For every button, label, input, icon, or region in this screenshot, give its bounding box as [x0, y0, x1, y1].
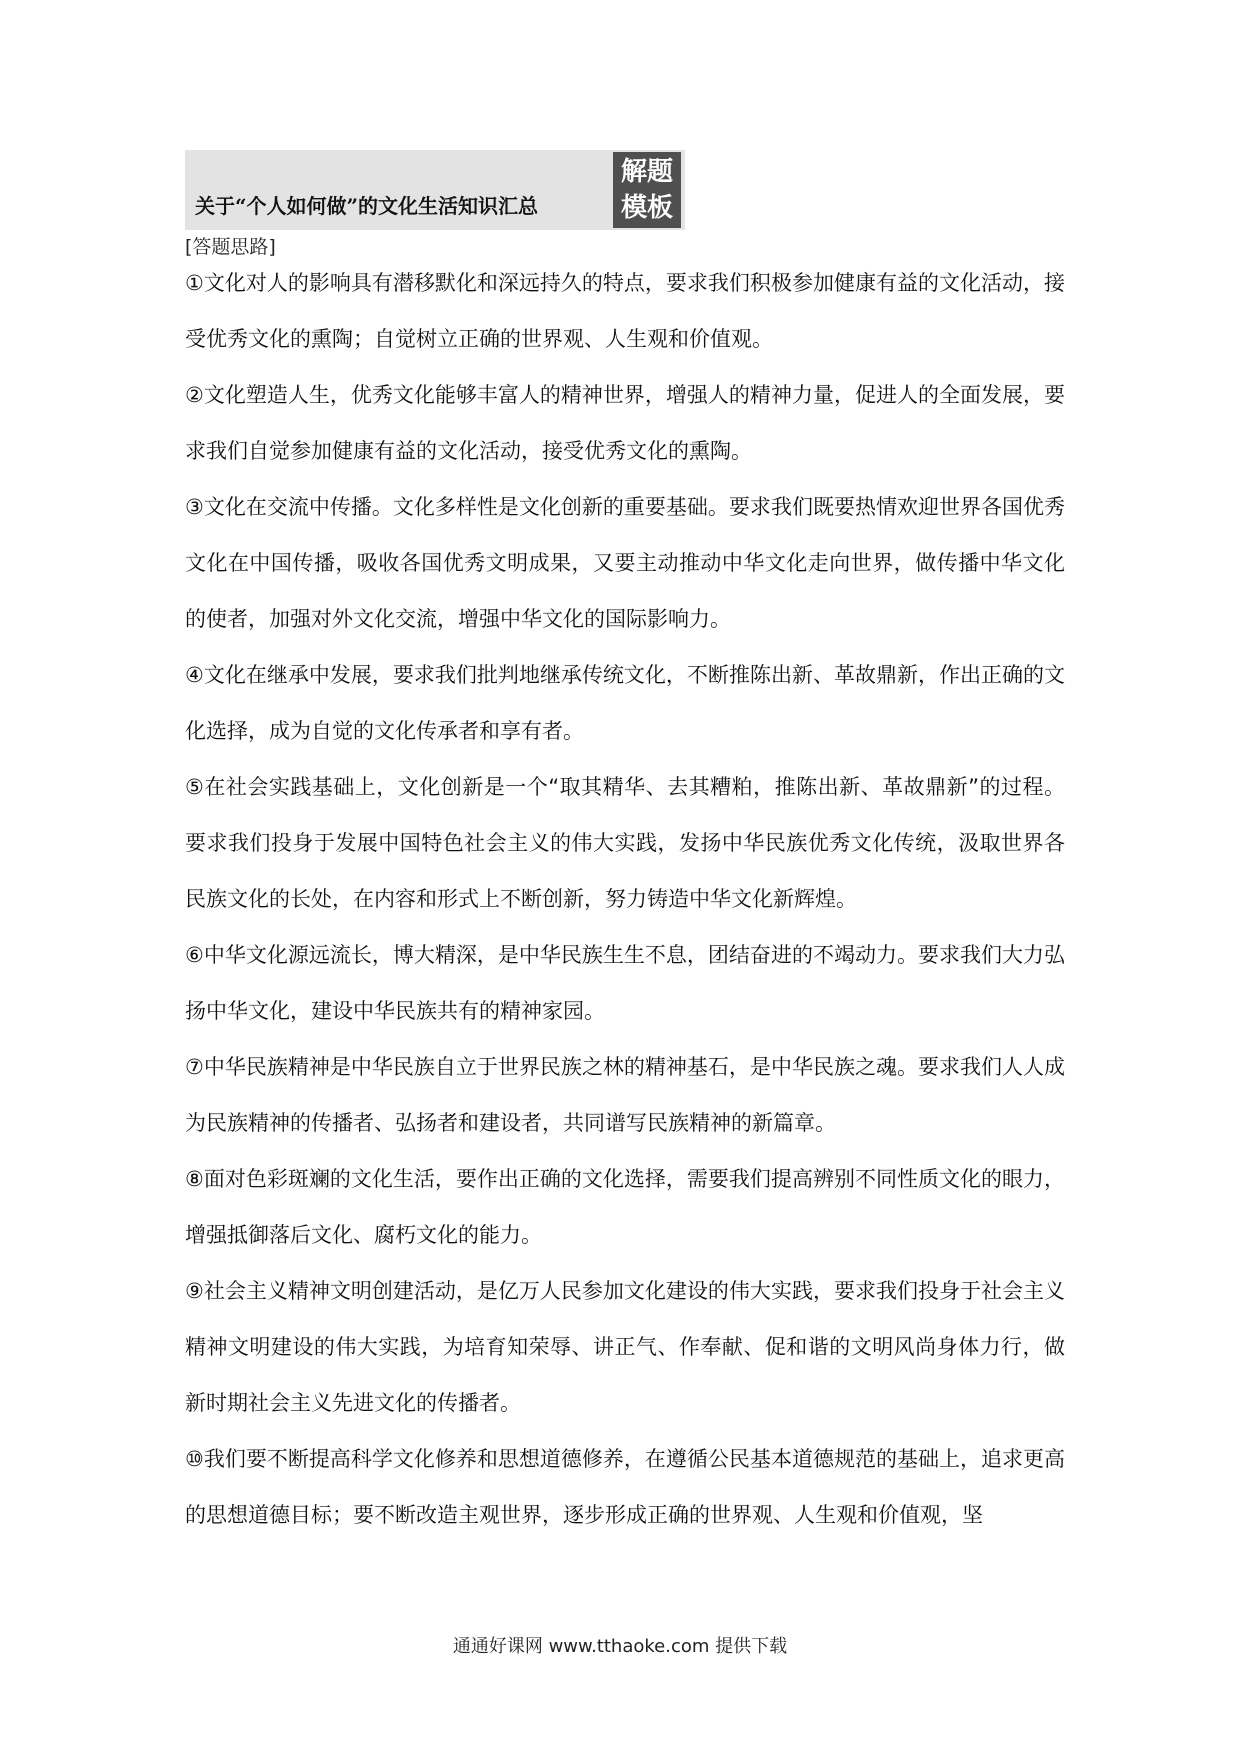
badge-line-1: 解题: [620, 157, 673, 187]
section-header: [185, 150, 685, 230]
content-body: [185, 255, 1065, 1543]
header-title: 关于“个人如何做”的文化生活知识汇总: [195, 194, 539, 218]
template-badge: [613, 152, 681, 228]
paragraph-5: ⑤在社会实践基础上，文化创新是一个“取其精华、去其糟粕，推陈出新、革故鼎新”的过程。要求我们投身于发展中国特色社会主义的伟大实践，发扬中华民族优秀文化传统，汲取世界各民族文化的长处，在内容和形式上不断创新，努力铸造中华文化新辉煌。: [185, 775, 1065, 911]
paragraph-1: ①文化对人的影响具有潜移默化和深远持久的特点，要求我们积极参加健康有益的文化活动，接受优秀文化的熏陶；自觉树立正确的世界观、人生观和价值观。: [185, 271, 1065, 351]
paragraph-3: ③文化在交流中传播。文化多样性是文化创新的重要基础。要求我们既要热情欢迎世界各国优秀文化在中国传播，吸收各国优秀文明成果，又要主动推动中华文化走向世界，做传播中华文化的使者，加强对外文化交流，增强中华文化的国际影响力。: [185, 495, 1065, 631]
paragraph-10: ⑩我们要不断提高科学文化修养和思想道德修养，在遵循公民基本道德规范的基础上，追求更高的思想道德目标；要不断改造主观世界，逐步形成正确的世界观、人生观和价值观，坚: [185, 1447, 1065, 1527]
paragraph-4: ④文化在继承中发展，要求我们批判地继承传统文化，不断推陈出新、革故鼎新，作出正确的文化选择，成为自觉的文化传承者和享有者。: [185, 663, 1065, 743]
paragraph-7: ⑦中华民族精神是中华民族自立于世界民族之林的精神基石，是中华民族之魂。要求我们人人成为民族精神的传播者、弘扬者和建设者，共同谱写民族精神的新篇章。: [185, 1055, 1065, 1135]
footer-credit: 通通好课网 www.tthaoke.com 提供下载: [452, 1636, 788, 1657]
paragraph-6: ⑥中华文化源远流长，博大精深，是中华民族生生不息，团结奋进的不竭动力。要求我们大力弘扬中华文化，建设中华民族共有的精神家园。: [185, 943, 1065, 1023]
section-label: [答题思路]: [185, 236, 276, 258]
paragraph-9: ⑨社会主义精神文明创建活动，是亿万人民参加文化建设的伟大实践，要求我们投身于社会主义精神文明建设的伟大实践，为培育知荣辱、讲正气、作奉献、促和谐的文明风尚身体力行，做新时期社会主义先进文化的传播者。: [185, 1279, 1065, 1415]
paragraph-2: ②文化塑造人生，优秀文化能够丰富人的精神世界，增强人的精神力量，促进人的全面发展，要求我们自觉参加健康有益的文化活动，接受优秀文化的熏陶。: [185, 383, 1065, 463]
badge-line-2: 模板: [620, 193, 673, 223]
paragraph-8: ⑧面对色彩斑斓的文化生活，要作出正确的文化选择，需要我们提高辨别不同性质文化的眼力，增强抵御落后文化、腐朽文化的能力。: [185, 1167, 1065, 1247]
